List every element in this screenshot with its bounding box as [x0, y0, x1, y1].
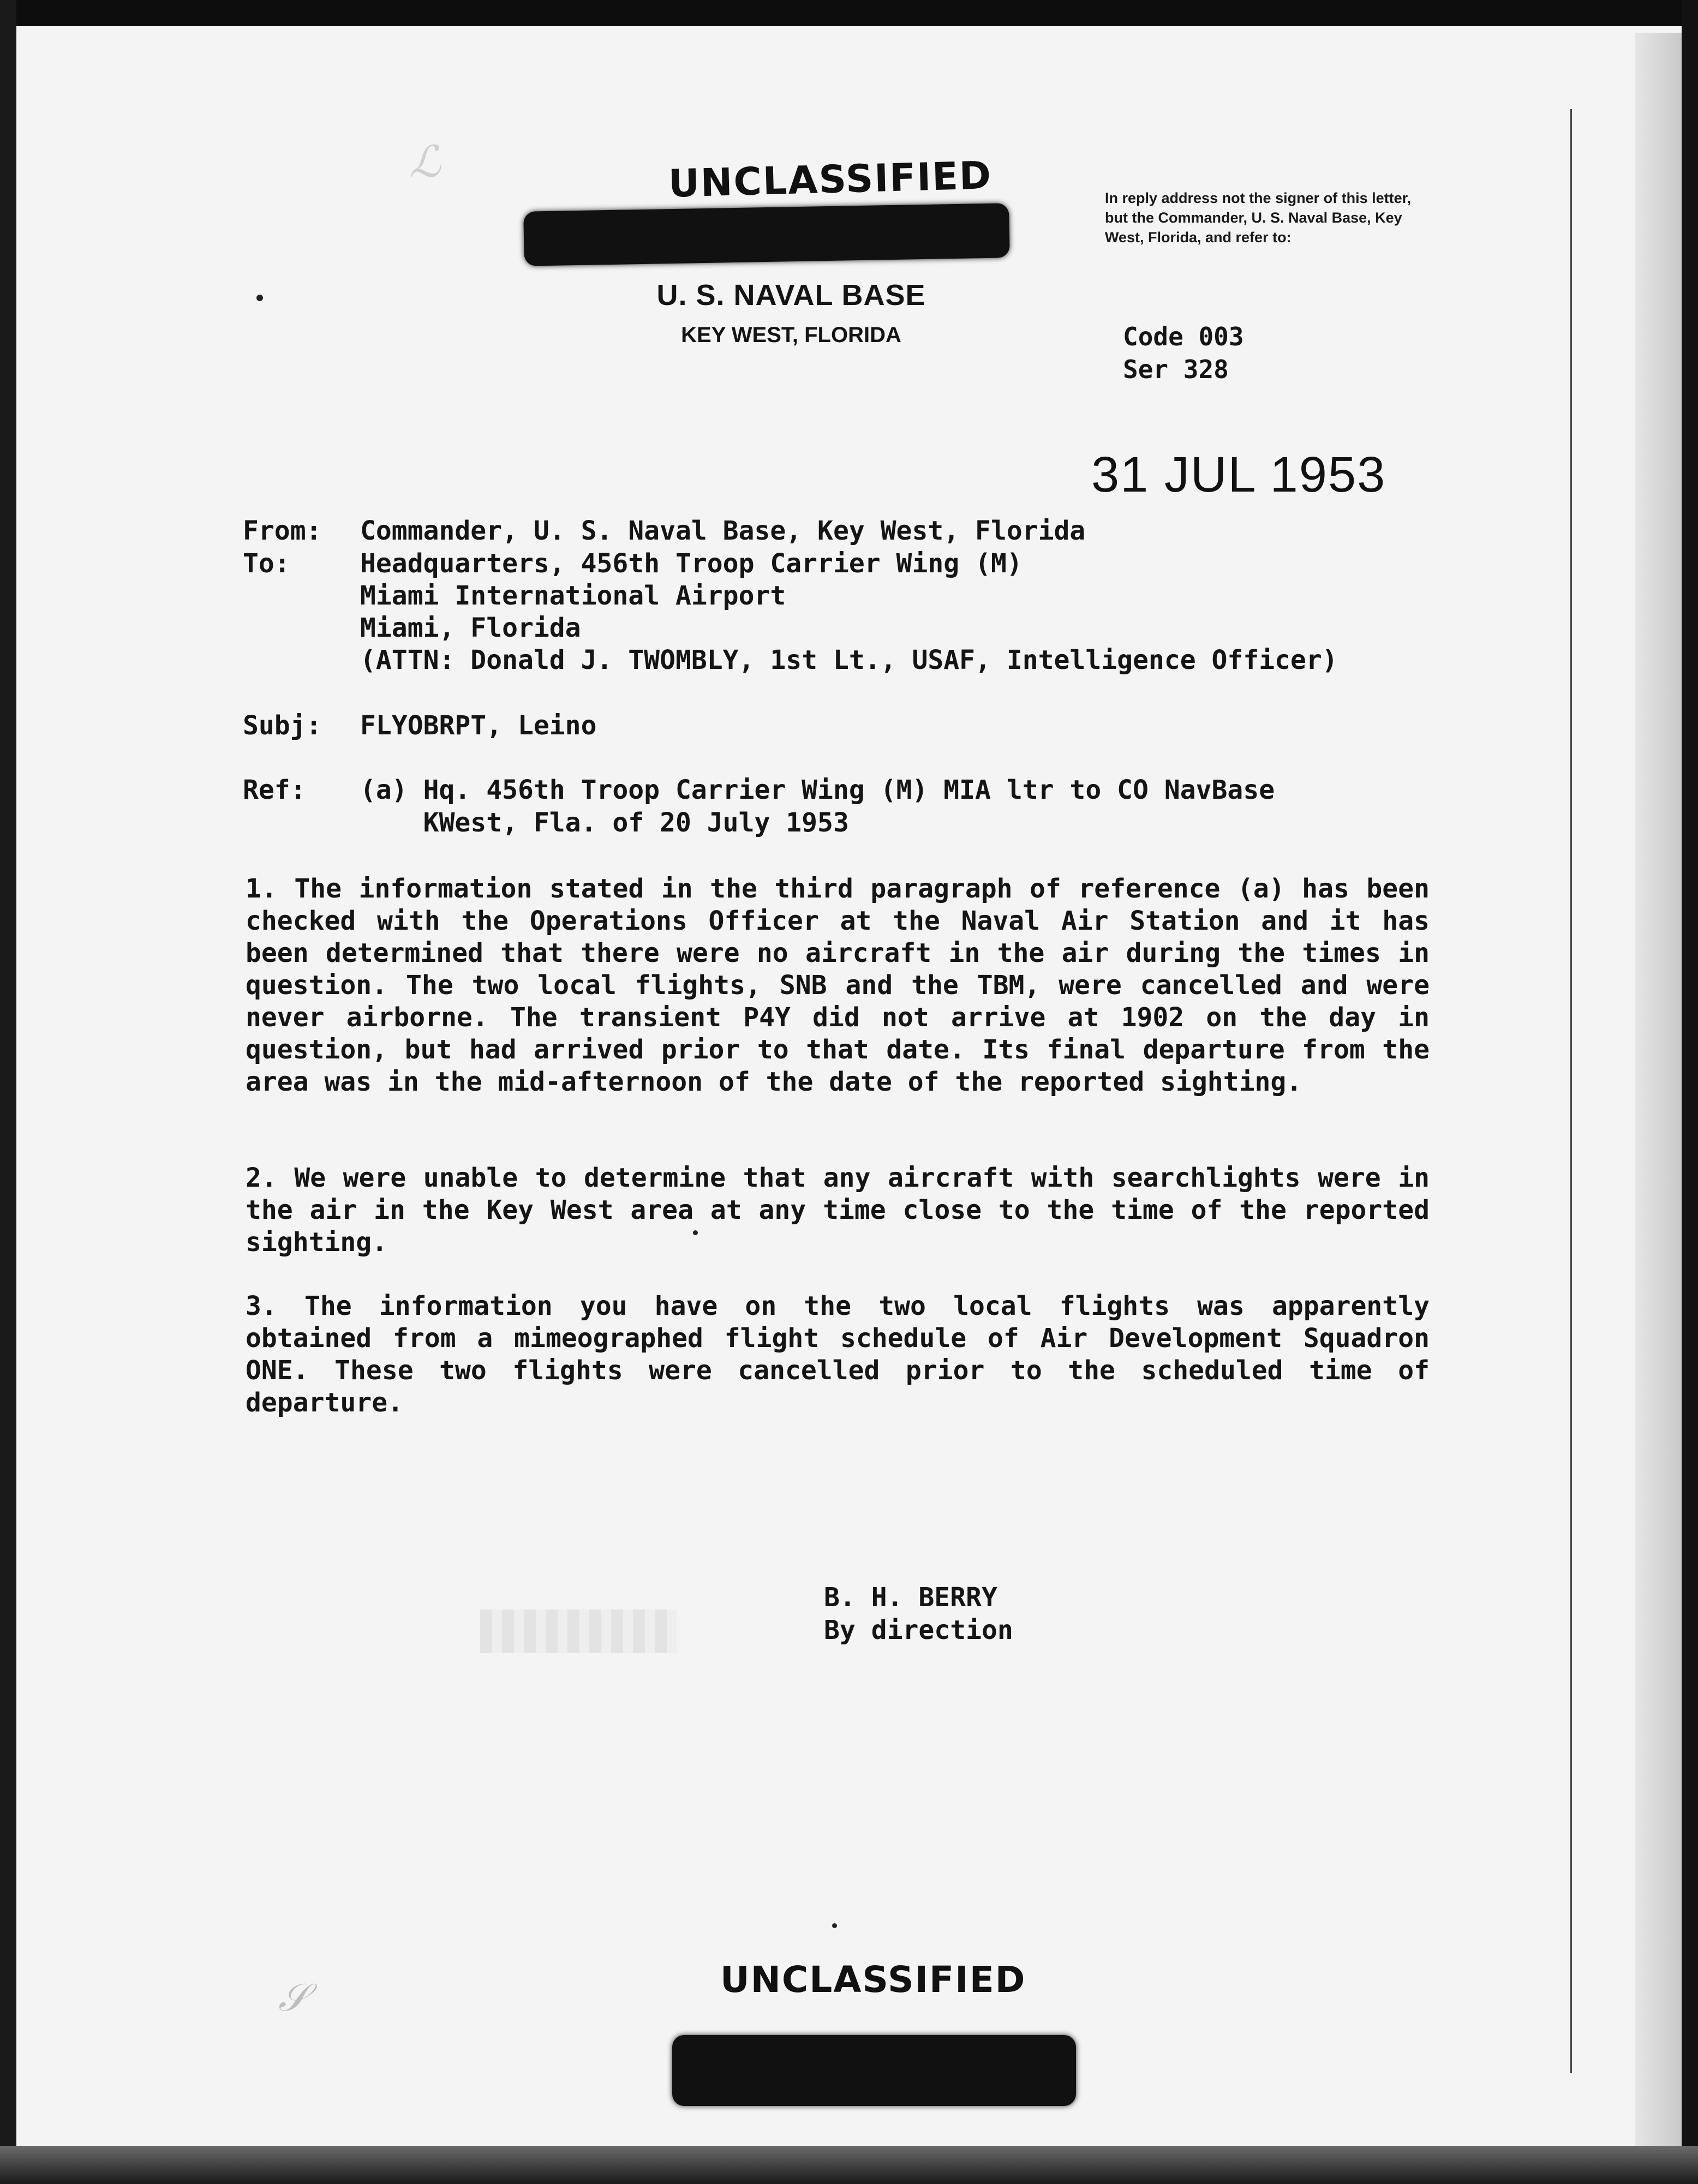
scan-border-bottom: [0, 2146, 1698, 2184]
scan-border-left: [0, 0, 16, 2184]
handwritten-mark-bottom: 𝒮: [278, 1975, 308, 2020]
code-reference: Code 003: [1123, 322, 1244, 351]
date-stamp: 31 JUL 1953: [1091, 447, 1386, 502]
paragraph-1: 1. The information stated in the third paragraph of reference (a) has been checked with the Operations Officer at the Naval Air Station and it has been determined that there were no aircraft in the air during the times in question. The two local flights, SNB and the TBM, were cancelled and were never airborne. The transient P4Y did not arrive at 1902 on the day in question, but had arrived prior to that date. Its final departure from the area was in the mid-afternoon of the date of the reported sighting.: [246, 873, 1430, 1097]
to-label: To:: [243, 548, 290, 579]
paragraph-2: 2. We were unable to determine that any aircraft with searchlights were in the air in the Key West area at any time close to the time of the reported sighting.: [246, 1163, 1430, 1258]
classification-stamp-bottom: UNCLASSIFIED: [720, 1959, 1026, 2001]
to-line: Headquarters, 456th Troop Carrier Wing (M): [360, 548, 1023, 579]
reference-label: Ref:: [243, 775, 306, 805]
reference-line: (a) Hq. 456th Troop Carrier Wing (M) MIA ltr to CO NavBase: [360, 775, 1275, 805]
speck: [832, 1923, 837, 1928]
signature-title: By direction: [824, 1615, 1013, 1646]
redaction-bar-bottom: [672, 2035, 1076, 2106]
classification-stamp-top: UNCLASSIFIED: [668, 153, 993, 206]
letterhead-title: U. S. NAVAL BASE: [656, 279, 926, 312]
scan-border-top: [0, 0, 1698, 26]
reference-line: KWest, Fla. of 20 July 1953: [360, 807, 849, 838]
from-value: Commander, U. S. Naval Base, Key West, Florida: [360, 516, 1086, 546]
redaction-bar-top: [523, 203, 1010, 266]
handwritten-mark-top: ℒ: [409, 136, 441, 187]
page-edge-line: [1570, 109, 1572, 2073]
subject-label: Subj:: [243, 710, 322, 741]
from-label: From:: [243, 516, 322, 546]
scan-shadow-right: [1635, 33, 1682, 2161]
to-line: Miami International Airport: [360, 581, 786, 611]
signature-name: B. H. BERRY: [824, 1582, 997, 1613]
subject-value: FLYOBRPT, Leino: [360, 710, 597, 741]
letterhead-location: KEY WEST, FLORIDA: [681, 323, 901, 347]
scan-border-right: [1682, 0, 1698, 2184]
to-line-attn: (ATTN: Donald J. TWOMBLY, 1st Lt., USAF, Intelligence Officer): [360, 645, 1338, 675]
serial-reference: Ser 328: [1123, 355, 1229, 384]
to-line: Miami, Florida: [360, 613, 581, 643]
faint-ghost-stamp: [480, 1609, 677, 1653]
reply-instructions: In reply address not the signer of this letter, but the Commander, U. S. Naval Base, Key West, Florida, and refer to:: [1105, 190, 1412, 246]
paragraph-3: 3. The information you have on the two local flights was apparently obtained from a mimeographed flight schedule of Air Development Squadron ONE. These two flights were cancelled prior to the scheduled time of departure.: [246, 1291, 1430, 1418]
speck: [256, 295, 263, 301]
